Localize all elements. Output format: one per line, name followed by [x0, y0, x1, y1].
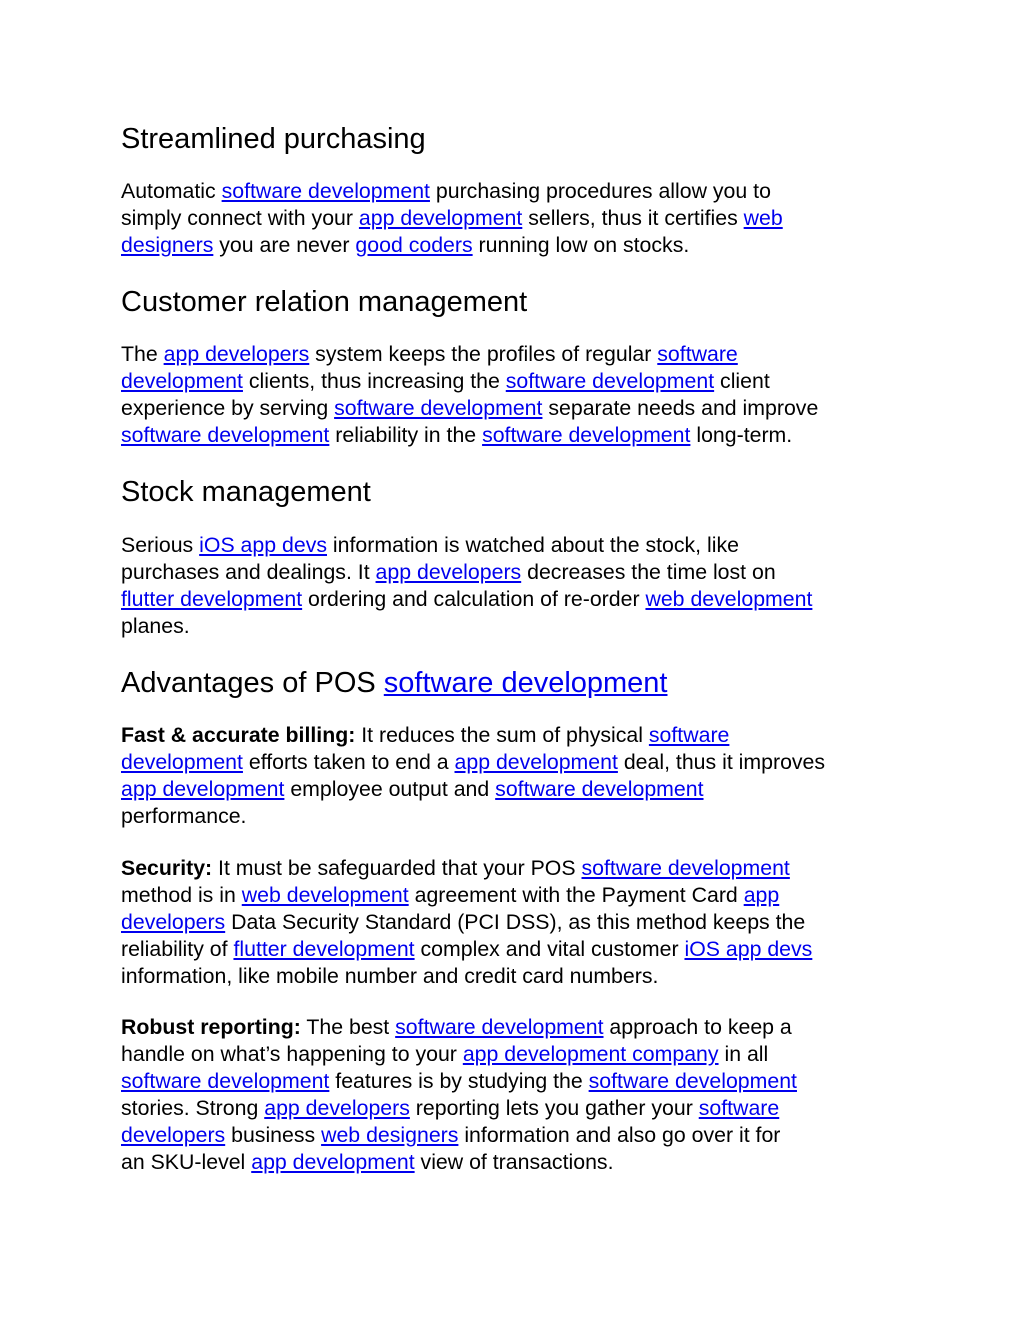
inline-link[interactable]: web designers [321, 1123, 459, 1147]
text-run: information and also go over it for [458, 1123, 781, 1147]
text-line [121, 1068, 797, 1095]
inline-link[interactable]: software development [505, 369, 715, 393]
text-line [121, 532, 812, 559]
inline-link[interactable]: web [743, 206, 783, 230]
text-run: method is in [121, 883, 242, 907]
text-run: information is watched about the stock, like [327, 533, 739, 557]
text-run: client [714, 369, 770, 393]
inline-link[interactable]: app development [121, 777, 285, 801]
inline-link[interactable]: software development [334, 396, 543, 420]
inline-link[interactable]: software [657, 342, 738, 366]
inline-link[interactable]: app development [251, 1150, 415, 1174]
inline-link[interactable]: designers [121, 233, 214, 257]
text-run: It reduces the sum of physical [355, 723, 649, 747]
heading-streamlined-purchasing: Streamlined purchasing [121, 123, 426, 155]
inline-link[interactable]: software development [588, 1069, 797, 1093]
inline-link[interactable]: flutter development [233, 937, 415, 961]
paragraph-streamlined-purchasing [121, 178, 783, 259]
text-run: in all [718, 1042, 769, 1066]
bold-label: Security: [121, 856, 213, 880]
inline-link[interactable]: development [121, 369, 243, 393]
paragraph-robust-reporting [121, 1014, 797, 1176]
text-run: Data Security Standard (PCI DSS), as this method keeps the [225, 910, 806, 934]
text-run: running low on stocks. [472, 233, 690, 257]
text-line [121, 1041, 797, 1068]
text-run: efforts taken to end a [242, 750, 455, 774]
inline-link[interactable]: software development [581, 856, 790, 880]
inline-link[interactable]: software development [121, 1069, 330, 1093]
text-run: performance. [121, 804, 247, 828]
text-run: planes. [121, 614, 190, 638]
text-line [121, 178, 783, 205]
text-line [121, 368, 818, 395]
paragraph-fast-accurate-billing [121, 722, 825, 830]
inline-link[interactable]: good coders [355, 233, 473, 257]
text-run: reporting lets you gather your [409, 1096, 699, 1120]
text-run: employee output and [284, 777, 496, 801]
text-run: clients, thus increasing the [242, 369, 506, 393]
text-run: It must be safeguarded that your POS [212, 856, 582, 880]
text-run: system keeps the profiles of regular [309, 342, 658, 366]
text-line [121, 205, 783, 232]
text-run: purchasing procedures allow you to [429, 179, 771, 203]
text-line [121, 586, 812, 613]
text-line [121, 1122, 797, 1149]
text-line [121, 1014, 797, 1041]
paragraph-customer-relation-management [121, 341, 818, 449]
text-run: The [121, 342, 164, 366]
text-run: reliability in the [329, 423, 483, 447]
text-line [121, 422, 818, 449]
inline-link[interactable]: app developers [163, 342, 310, 366]
inline-link[interactable]: software development [395, 1015, 604, 1039]
text-run: sellers, thus it certifies [522, 206, 744, 230]
text-line [121, 749, 825, 776]
text-run: business [225, 1123, 322, 1147]
heading-link[interactable]: software development [383, 667, 668, 699]
inline-link[interactable]: app [743, 883, 780, 907]
text-line [121, 803, 825, 830]
text-line [121, 613, 812, 640]
paragraph-security [121, 855, 812, 990]
inline-link[interactable]: software development [221, 179, 430, 203]
text-line [121, 559, 812, 586]
text-run: an SKU-level [121, 1150, 252, 1174]
inline-link[interactable]: flutter development [121, 587, 303, 611]
text-run: Serious [121, 533, 200, 557]
text-run: The best [300, 1015, 396, 1039]
heading-customer-relation-management: Customer relation management [121, 286, 528, 318]
paragraph-stock-management [121, 532, 812, 640]
inline-link[interactable]: iOS app devs [684, 937, 813, 961]
inline-link[interactable]: developers [121, 1123, 226, 1147]
text-run: separate needs and improve [542, 396, 819, 420]
heading-advantages-of-pos [121, 666, 668, 700]
inline-link[interactable]: web development [645, 587, 813, 611]
text-run: complex and vital customer [414, 937, 685, 961]
inline-link[interactable]: app development company [462, 1042, 719, 1066]
text-run: experience by serving [121, 396, 335, 420]
text-run: view of transactions. [414, 1150, 614, 1174]
text-line [121, 936, 812, 963]
text-run: you are never [213, 233, 356, 257]
text-run: long-term. [690, 423, 793, 447]
inline-link[interactable]: development [121, 750, 243, 774]
inline-link[interactable]: software [698, 1096, 780, 1120]
text-run: agreement with the Payment Card [408, 883, 744, 907]
text-line [121, 882, 812, 909]
inline-link[interactable]: app developers [264, 1096, 410, 1120]
text-line [121, 855, 812, 882]
heading-stock-management: Stock management [121, 476, 371, 508]
inline-link[interactable]: app development [358, 206, 523, 230]
text-run: decreases the time lost on [521, 560, 776, 584]
text-run: information, like mobile number and credit card numbers. [121, 964, 659, 988]
text-line [121, 341, 818, 368]
text-run: Automatic [121, 179, 222, 203]
text-run: stories. Strong [121, 1096, 265, 1120]
text-line [121, 909, 812, 936]
text-line [121, 776, 825, 803]
text-line [121, 1149, 797, 1176]
text-run: handle on what’s happening to your [121, 1042, 463, 1066]
text-line [121, 722, 825, 749]
heading-text: Advantages of POS [121, 667, 384, 699]
inline-link[interactable]: software development [495, 777, 704, 801]
text-run: features is by studying the [329, 1069, 589, 1093]
text-run: purchases and dealings. It [121, 560, 376, 584]
inline-link[interactable]: software [648, 723, 730, 747]
text-line [121, 963, 812, 990]
inline-link[interactable]: app development [454, 750, 618, 774]
text-run: reliability of [121, 937, 234, 961]
bold-label: Robust reporting: [121, 1015, 301, 1039]
text-line [121, 1095, 797, 1122]
text-run: deal, thus it improves [617, 750, 826, 774]
text-line [121, 395, 818, 422]
inline-link[interactable]: software development [482, 423, 691, 447]
text-run: ordering and calculation of re-order [302, 587, 646, 611]
inline-link[interactable]: web development [241, 883, 409, 907]
text-line [121, 232, 783, 259]
inline-link[interactable]: developers [121, 910, 226, 934]
inline-link[interactable]: app developers [375, 560, 522, 584]
inline-link[interactable]: iOS app devs [199, 533, 327, 557]
text-run: approach to keep a [603, 1015, 792, 1039]
bold-label: Fast & accurate billing: [121, 723, 356, 747]
text-run: simply connect with your [121, 206, 359, 230]
inline-link[interactable]: software development [121, 423, 330, 447]
